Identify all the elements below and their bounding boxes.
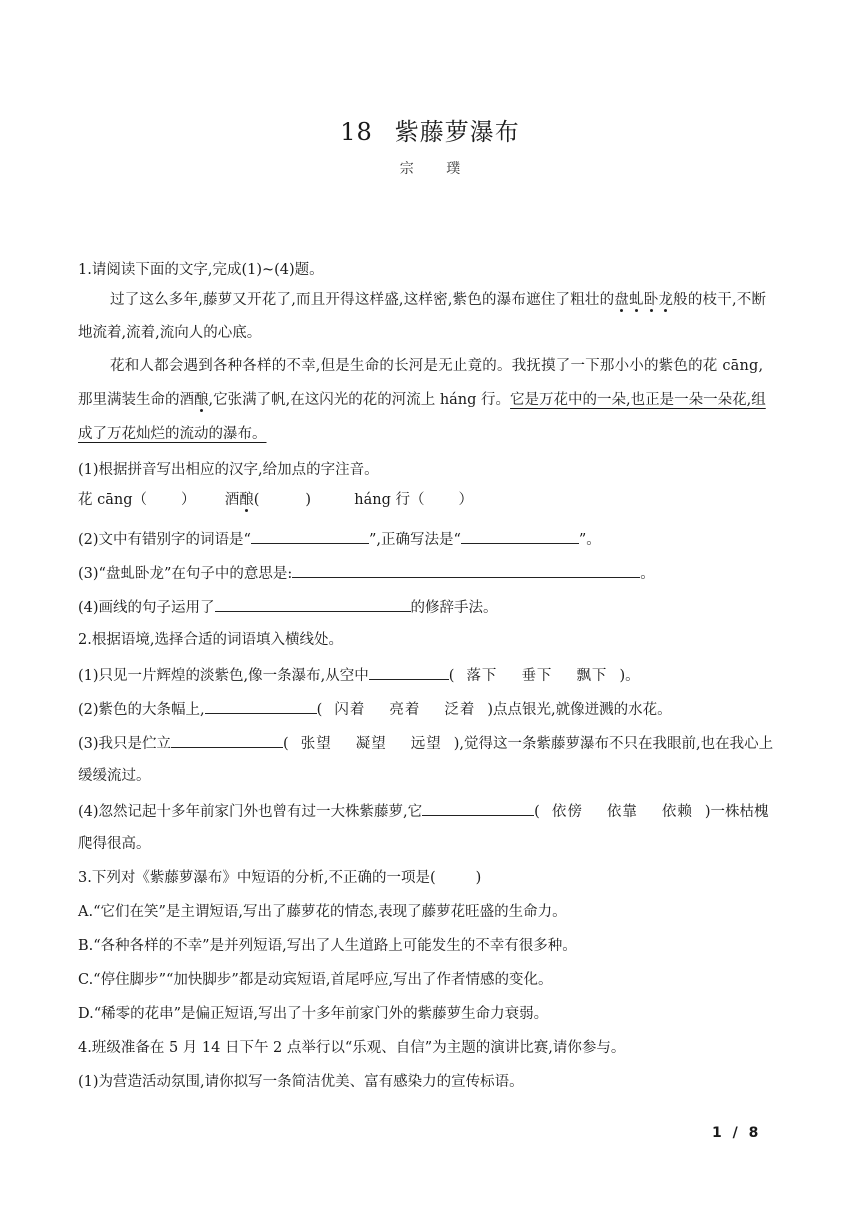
q1-sub1: (1)根据拼音写出相应的汉字,给加点的字注音。: [78, 462, 379, 478]
lesson-title-text: 紫藤萝瀑布: [394, 118, 520, 146]
q2-s3: (3)我只是伫立 ( 张望 凝望 远望 ),觉得这一条紫藤萝瀑布不只在我眼前,也在我心上: [78, 732, 773, 754]
option-word[interactable]: 垂下: [521, 668, 553, 684]
pinyin-item-a: 花 cāng（: [78, 492, 147, 508]
option-word[interactable]: 张望: [300, 736, 332, 752]
q1-passage-p2-line2: [78, 390, 766, 410]
q3-option-a[interactable]: A.“它们在笑”是主谓短语,写出了藤萝花的情态,表现了藤萝花旺盛的生命力。: [78, 904, 567, 920]
q2-s4: (4)忽然记起十多年前家门外也曾有过一大株紫藤萝,它 ( 依傍 依靠 依赖 )一株枯槐: [78, 800, 769, 822]
option-word[interactable]: 泛着: [444, 702, 476, 718]
question-text: ”,正确写法是“: [368, 532, 461, 548]
passage-text: 那里满装生命的酒: [78, 392, 194, 408]
answer-blank[interactable]: [205, 698, 317, 714]
paren-close: ）: [458, 492, 473, 508]
question-text: ),觉得这一条紫藤萝瀑布不只在我眼前,也在我心上: [453, 736, 774, 752]
q1-passage-p1-line1: [110, 290, 766, 310]
q4-stem: 4.班级准备在 5 月 14 日下午 2 点举行以“乐观、自信”为主题的演讲比赛,请你参与。: [78, 1040, 626, 1056]
passage-text: 过了这么多年,藤萝又开花了,而且开得这样盛,这样密,紫色的瀑布遮住了粗壮的: [110, 292, 615, 308]
underlined-sentence: 成了万花灿烂的流动的瀑布。: [78, 426, 267, 442]
question-text: )一株枯槐: [704, 804, 769, 820]
paren-close: ）: [181, 492, 196, 508]
q2-s4-line2: 爬得很高。: [78, 836, 151, 852]
question-text: ”。: [578, 532, 601, 548]
passage-text: 般的枝干,不断: [673, 292, 767, 308]
q3-option-c[interactable]: C.“停住脚步”“加快脚步”都是动宾短语,首尾呼应,写出了作者情感的变化。: [78, 972, 553, 988]
question-text: (3)我只是伫立: [78, 736, 172, 752]
answer-blank[interactable]: [422, 800, 534, 816]
paren-open: (: [253, 492, 260, 508]
q3-option-b[interactable]: B.“各种各样的不幸”是并列短语,写出了人生道路上可能发生的不幸有很多种。: [78, 938, 577, 954]
option-word[interactable]: 依靠: [606, 804, 638, 820]
dotted-char: 盘: [614, 292, 630, 308]
question-text: (4)忽然记起十多年前家门外也曾有过一大株紫藤萝,它: [78, 804, 423, 820]
answer-blank[interactable]: [292, 562, 640, 578]
q1-sub3: [78, 562, 655, 584]
q4-sub1: (1)为营造活动氛围,请你拟写一条简洁优美、富有感染力的宣传标语。: [78, 1074, 524, 1090]
dotted-char: 龙: [658, 292, 674, 308]
q1-sub2: [78, 528, 601, 550]
paren-close: ): [305, 492, 312, 508]
q3-option-d[interactable]: D.“稀零的花串”是偏正短语,写出了十多年前家门外的紫藤萝生命力衰弱。: [78, 1006, 549, 1022]
q1-passage-p2-line3: [78, 424, 267, 444]
q1-sub4: [78, 596, 498, 618]
answer-blank[interactable]: [251, 528, 369, 544]
answer-blank[interactable]: [369, 664, 449, 680]
question-text: 的修辞手法。: [410, 600, 498, 616]
answer-blank[interactable]: [171, 732, 283, 748]
q1-sub1-items: [78, 490, 473, 510]
q1-stem: 1.请阅读下面的文字,完成(1)~(4)题。: [78, 262, 324, 278]
option-word[interactable]: 亮着: [389, 702, 421, 718]
question-text: )。: [619, 668, 640, 684]
option-word[interactable]: 依赖: [661, 804, 693, 820]
q3-stem: [78, 868, 481, 888]
option-word[interactable]: 凝望: [355, 736, 387, 752]
option-word[interactable]: 落下: [466, 668, 498, 684]
option-word[interactable]: 飘下: [576, 668, 608, 684]
passage-text: ,它张满了帆,在这闪光的花的河流上 háng 行。: [208, 392, 511, 408]
lesson-number: 18: [340, 118, 373, 146]
dotted-char: 酿: [239, 492, 254, 508]
q2-s1: (1)只见一片辉煌的淡紫色,像一条瀑布,从空中 ( 落下 垂下 飘下 )。: [78, 664, 640, 686]
lesson-title: [0, 112, 860, 147]
author: 宗 璞: [399, 161, 475, 177]
question-text: 。: [640, 566, 655, 582]
option-word[interactable]: 闪着: [334, 702, 366, 718]
question-text: (3)“盘虬卧龙”在句子中的意思是:: [78, 566, 293, 582]
question-text: (4)画线的句子运用了: [78, 600, 215, 616]
dotted-char: 虬: [629, 292, 644, 308]
q2-stem: 2.根据语境,选择合适的词语填入横线处。: [78, 632, 343, 648]
question-text: (2)文中有错别字的词语是“: [78, 532, 251, 548]
paren-close: ): [475, 870, 482, 886]
option-word[interactable]: 远望: [410, 736, 442, 752]
page-number: 1 / 8: [712, 1125, 762, 1141]
dotted-char: 酿: [194, 392, 209, 408]
question-text: (2)紫色的大条幅上,: [78, 702, 205, 718]
answer-blank[interactable]: [461, 528, 579, 544]
q1-passage-p1-line2: 地流着,流着,流向人的心底。: [78, 325, 262, 341]
question-text: )点点银光,就像迸溅的水花。: [487, 702, 672, 718]
q2-s3-line2: 缓缓流过。: [78, 768, 151, 784]
pinyin-item-c: háng 行（: [354, 492, 425, 508]
dotted-char: 卧: [643, 292, 659, 308]
option-word[interactable]: 依傍: [551, 804, 583, 820]
underlined-sentence: 它是万花中的一朵,也正是一朵一朵花,组: [510, 392, 766, 408]
pinyin-item-b: 酒: [224, 492, 240, 508]
q2-s2: (2)紫色的大条幅上, ( 闪着 亮着 泛着 )点点银光,就像迸溅的水花。: [78, 698, 672, 720]
question-text: 3.下列对《紫藤萝瀑布》中短语的分析,不正确的一项是(: [78, 870, 436, 886]
q1-passage-p2-line1: 花和人都会遇到各种各样的不幸,但是生命的长河是无止竟的。我抚摸了一下那小小的紫色的花 cāng,: [110, 358, 764, 374]
answer-blank[interactable]: [215, 596, 411, 612]
question-text: (1)只见一片辉煌的淡紫色,像一条瀑布,从空中: [78, 668, 369, 684]
